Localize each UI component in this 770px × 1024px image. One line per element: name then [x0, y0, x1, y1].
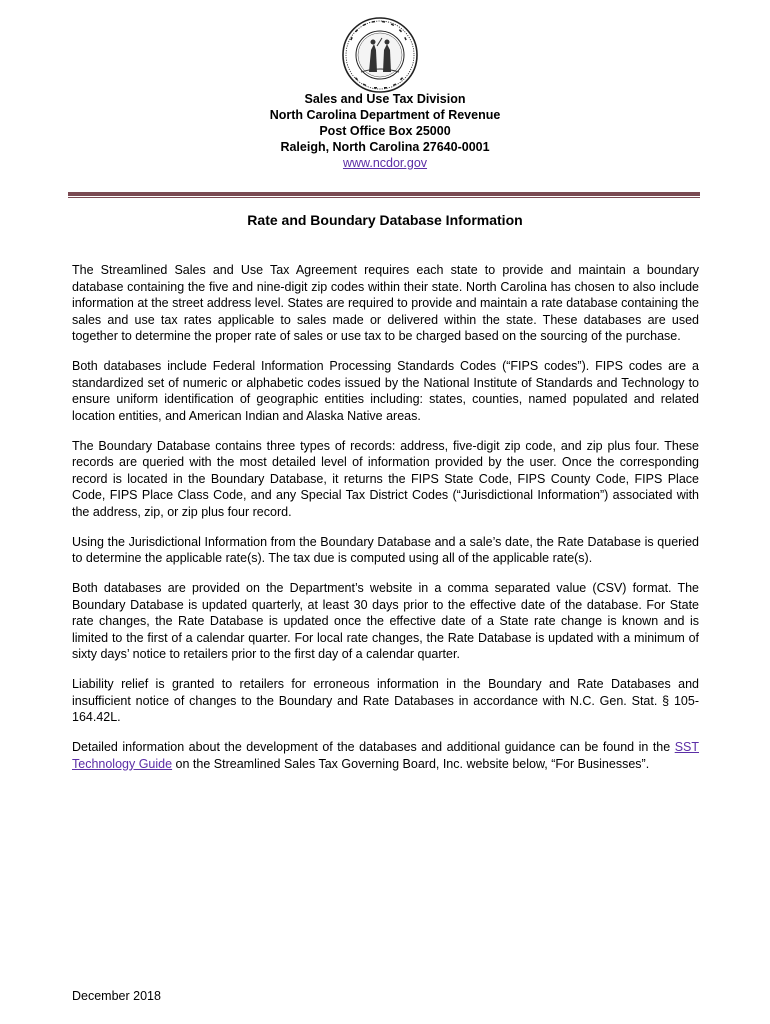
paragraph: The Streamlined Sales and Use Tax Agreement requires each state to provide and maintain a boundary database containing the five and nine-digit zip codes within their state. North Carolina has chosen to also include information at the street address level. States are required to provide and maintain a rate database containing the sales and use tax rates applicable to sales made or delivered within the state. These databases are used together to determine the proper rate of sales or use tax to be charged based on the sourcing of the purchase. — [72, 263, 699, 343]
division-name: Sales and Use Tax Division — [304, 92, 466, 106]
letterhead — [0, 91, 770, 171]
paragraph-text: Detailed information about the development of the databases and additional guidance can be found in the — [72, 740, 675, 754]
city-state-zip: Raleigh, North Carolina 27640-0001 — [280, 140, 490, 154]
document-title: Rate and Boundary Database Information — [247, 212, 523, 228]
header-divider-thin — [68, 197, 700, 198]
paragraph: Both databases are provided on the Department’s website in a comma separated value (CSV) format. The Boundary Database is updated quarterly, at least 30 days prior to the effective date of the database. For State rate changes, the Rate Database is updated once the effective date of a State rate change is known and is limited to the first of a calendar quarter. For local rate changes, the Rate Database is updated with a minimum of sixty days’ notice to retailers prior to the first day of a calendar quarter. — [72, 581, 699, 661]
paragraph: Liability relief is granted to retailers for erroneous information in the Boundary and Rate Databases and insufficient notice of changes to the Boundary and Rate Databases in accordance with N.C. Gen. Stat. § 105-164.42L. — [72, 677, 699, 724]
po-box: Post Office Box 25000 — [319, 124, 451, 138]
header-divider — [68, 192, 700, 196]
paragraph: The Boundary Database contains three types of records: address, five-digit zip code, and zip plus four. These records are queried with the most detailed level of information provided by the user. Once the corresponding record is located in the Boundary Database, it returns the FIPS State Code, FIPS County Code, FIPS Place Code, FIPS Place Class Code, and any Special Tax District Codes (“Jurisdictional Information”) associated with the address, zip, or zip plus four record. — [72, 438, 699, 519]
paragraph: Using the Jurisdictional Information from the Boundary Database and a sale’s date, the Rate Database is queried to determine the applicable rate(s). The tax due is computed using all of the applicable rate(s). — [72, 534, 699, 565]
document-body — [72, 262, 699, 786]
department-name: North Carolina Department of Revenue — [269, 108, 501, 122]
document-date: December 2018 — [72, 989, 161, 1003]
paragraph: Both databases include Federal Information Processing Standards Codes (“FIPS codes”). FIPS codes are a standardized set of numeric or alphabetic codes issued by the National Institute of Standards and Technology to ensure uniform identification of geographic entities including: states, counties, named populated and related location entities, and American Indian and Alaska Native areas. — [72, 359, 699, 423]
paragraph-text: on the Streamlined Sales Tax Governing Board, Inc. website below, “For Businesses”. — [172, 756, 650, 771]
state-seal-logo — [341, 16, 419, 94]
sst-technology-guide-link[interactable]: SST Technology Guide — [72, 740, 699, 771]
website-link[interactable]: www.ncdor.gov — [342, 156, 428, 170]
paragraph-with-link — [72, 739, 699, 772]
